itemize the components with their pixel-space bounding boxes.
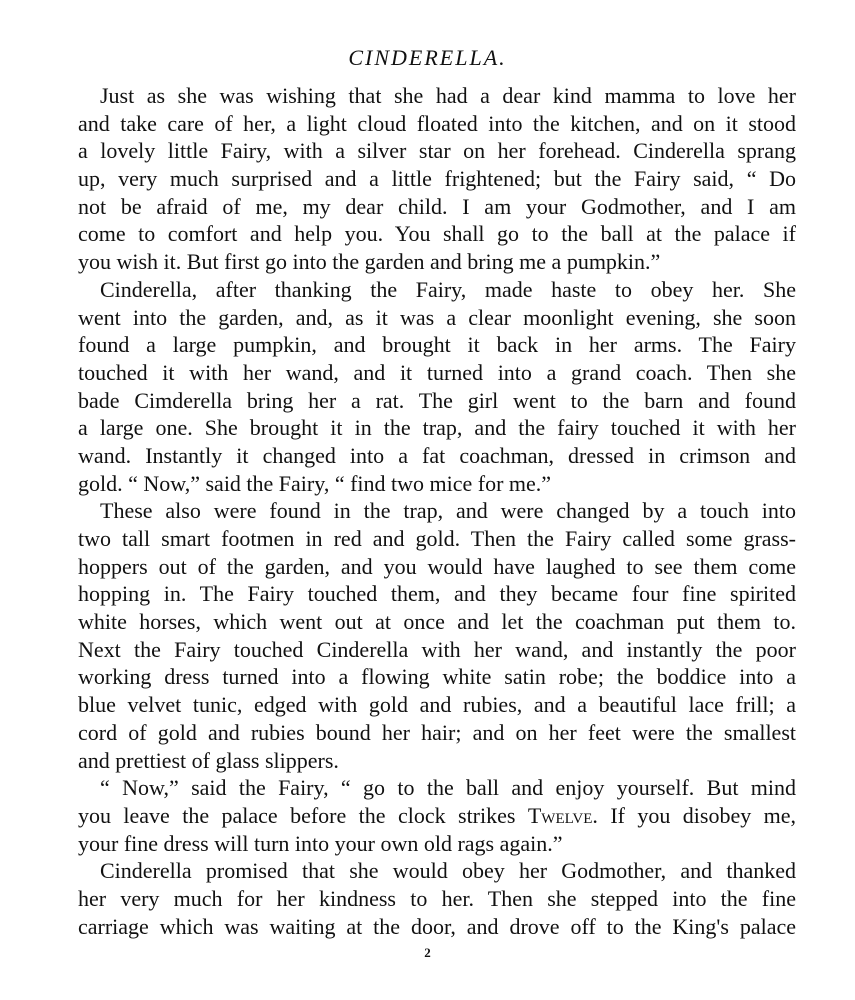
- text-line: bade Cimderella bring her a rat. The girl went to the barn and found: [78, 387, 796, 413]
- text-fragment: you leave the palace before the clock strikes: [78, 802, 528, 828]
- text-line: found a large pumpkin, and brought it back in her arms. The Fairy: [78, 332, 796, 358]
- paragraph-4: [78, 774, 796, 857]
- text-line: not be afraid of me, my dear child. I am your Godmother, and I am: [78, 193, 796, 219]
- paragraph-3: [78, 497, 796, 774]
- text-line: cord of gold and rubies bound her hair; and on her feet were the smallest: [78, 719, 796, 745]
- body-text: [78, 82, 796, 940]
- text-line: a large one. She brought it in the trap, and the fairy touched it with her: [78, 415, 796, 441]
- text-line: working dress turned into a flowing white satin robe; the boddice into a: [78, 664, 796, 690]
- text-line: gold. “ Now,” said the Fairy, “ find two mice for me.”: [78, 470, 552, 496]
- text-line: your fine dress will turn into your own old rags again.”: [78, 830, 563, 856]
- text-fragment: . If you disobey me,: [592, 802, 797, 828]
- text-line: her very much for her kindness to her. Then she stepped into the fine: [78, 885, 796, 911]
- text-line: hoppers out of the garden, and you would have laughed to see them come: [78, 553, 796, 579]
- text-line: hopping in. The Fairy touched them, and they became four fine spirited: [78, 581, 796, 607]
- text-line: “ Now,” said the Fairy, “ go to the ball and enjoy yourself. But mind: [100, 775, 796, 801]
- text-line: These also were found in the trap, and were changed by a touch into: [100, 498, 796, 524]
- text-line: touched it with her wand, and it turned into a grand coach. Then she: [78, 359, 796, 385]
- text-line: a lovely little Fairy, with a silver star on her forehead. Cinderella sprang: [78, 138, 796, 164]
- paragraph-1: [78, 82, 796, 276]
- text-line: Just as she was wishing that she had a dear kind mamma to love her: [100, 83, 796, 108]
- paragraph-2: [78, 276, 796, 498]
- text-line: blue velvet tunic, edged with gold and rubies, and a beautiful lace frill; a: [78, 692, 796, 718]
- text-line: up, very much surprised and a little frightened; but the Fairy said, “ Do: [78, 166, 796, 192]
- text-line: you wish it. But first go into the garden and bring me a pumpkin.”: [78, 249, 661, 275]
- text-line: two tall smart footmen in red and gold. Then the Fairy called some grass-: [78, 526, 796, 551]
- page-number: 2: [424, 945, 431, 960]
- text-line: Cinderella promised that she would obey her Godmother, and thanked: [100, 858, 796, 884]
- text-line: [78, 802, 796, 830]
- text-line: Next the Fairy touched Cinderella with her wand, and instantly the poor: [78, 636, 796, 662]
- text-line: and prettiest of glass slippers.: [78, 747, 339, 773]
- text-line: Cinderella, after thanking the Fairy, made haste to obey her. She: [100, 276, 796, 302]
- text-line: carriage which was waiting at the door, and drove off to the King's palace: [78, 913, 796, 939]
- running-head: CINDERELLA.: [348, 45, 507, 70]
- text-line: come to comfort and help you. You shall go to the ball at the palace if: [78, 221, 796, 247]
- text-line: and take care of her, a light cloud floated into the kitchen, and on it stood: [78, 110, 796, 136]
- text-line: wand. Instantly it changed into a fat coachman, dressed in crimson and: [78, 442, 796, 468]
- smallcaps-word: Twelve: [527, 802, 593, 828]
- paragraph-5: [78, 857, 796, 940]
- text-line: white horses, which went out at once and let the coachman put them to.: [78, 609, 796, 635]
- text-line: went into the garden, and, as it was a clear moonlight evening, she soon: [78, 304, 796, 330]
